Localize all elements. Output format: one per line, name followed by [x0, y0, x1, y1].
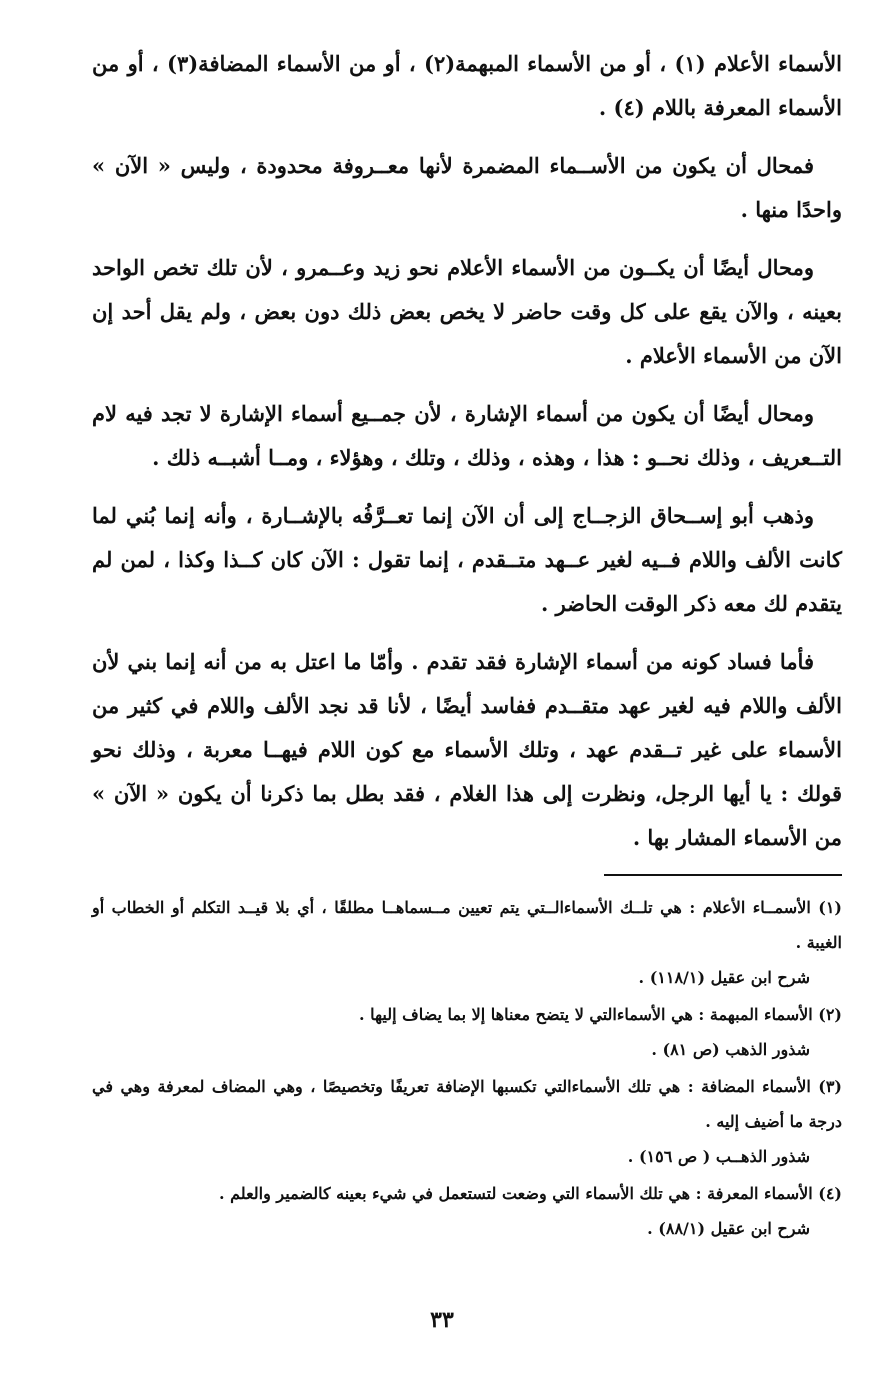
body-paragraph: الأسماء الأعلام (١) ، أو من الأسماء المبهمة(٢) ، أو من الأسماء المضافة(٣) ، أو من الأسماء المعرفة باللام (٤) . — [92, 51, 843, 120]
footnote-text: (٣) الأسماء المضافة : هي تلك الأسماءالتي تكسبها الإضافة تعريفًا وتخصيصًا ، وهي المضاف لمعرفة وهي في درجة ما أضيف إليه . — [92, 1077, 842, 1131]
body-paragraph: ومحال أيضًا أن يكون من أسماء الإشارة ، لأن جمــيع أسماء الإشارة لا تجد فيه لام التــعريف ، وذلك نحــو : هذا ، وهذه ، وذلك ، وتلك ، وهؤلاء ، ومــا أشبــه ذلك . — [92, 401, 842, 470]
footnote-text: (٤) الأسماء المعرفة : هي تلك الأسماء التي وضعت لتستعمل في شيء بعينه كالضمير والعلم . — [218, 1184, 842, 1203]
footnote-item — [92, 1176, 842, 1246]
footnote-item — [92, 997, 842, 1067]
body-paragraph: ومحال أيضًا أن يكــون من الأسماء الأعلام نحو زيد وعــمرو ، لأن تلك تخص الواحد بعينه ، والآن يقع على كل وقت حاضر لا يخص بعض ذلك دون بعض ، ولم يقل أحد إن الآن من الأسماء الأعلام . — [92, 255, 842, 368]
footnote-source: شرح ابن عقيل (١١٨/١) . — [638, 968, 810, 987]
body-paragraph: وذهب أبو إســحاق الزجــاج إلى أن الآن إنما تعــرَّفُه بالإشــارة ، وأنه إنما بُني لما كانت الألف واللام فــيه لغير عــهد متــقدم ، إنما تقول : الآن كان كــذا وكذا ، لمن لم يتقدم لك معه ذكر الوقت الحاضر . — [92, 503, 842, 616]
footnote-source: شذور الذهــب ( ص ١٥٦) . — [627, 1147, 810, 1166]
footnote-separator — [604, 874, 842, 876]
footnote-source: شرح ابن عقيل (٨٨/١) . — [647, 1219, 810, 1238]
footnote-text: (٢) الأسماء المبهمة : هي الأسماءالتي لا يتضح معناها إلا بما يضاف إليها . — [359, 1005, 842, 1024]
body-paragraph: فأما فساد كونه من أسماء الإشارة فقد تقدم . وأمّا ما اعتل به من أنه إنما بني لأن الألف واللام فيه لغير عهد متقــدم ففاسد أيضًا ، لأنا قد نجد الألف واللام في كثير من الأسماء على غير تــقدم عهد ، وتلك الأسماء مع كون اللام فيهــا معربة ، وذلك نحو قولك : يا أيها الرجل، ونظرت إلى هذا الغلام ، فقد بطل بما ذكرنا أن يكون « الآن » من الأسماء المشار بها . — [92, 649, 842, 850]
page-body — [92, 42, 842, 1248]
footnote-source: شذور الذهب (ص ٨١) . — [651, 1040, 810, 1059]
footnote-item — [92, 1069, 842, 1174]
page-number: ٣٣ — [430, 1307, 454, 1333]
body-paragraph: فمحال أن يكون من الأســماء المضمرة لأنها معــروفة محدودة ، وليس « الآن » واحدًا منها . — [92, 153, 842, 222]
footnote-item — [92, 890, 842, 995]
footnotes-list — [92, 890, 842, 1246]
footnote-text: (١) الأسمــاء الأعلام : هي تلــك الأسماءالــتي يتم تعيين مــسماهــا مطلقًا ، أي بلا قيــد التكلم أو الخطاب أو الغيبة . — [92, 898, 842, 952]
